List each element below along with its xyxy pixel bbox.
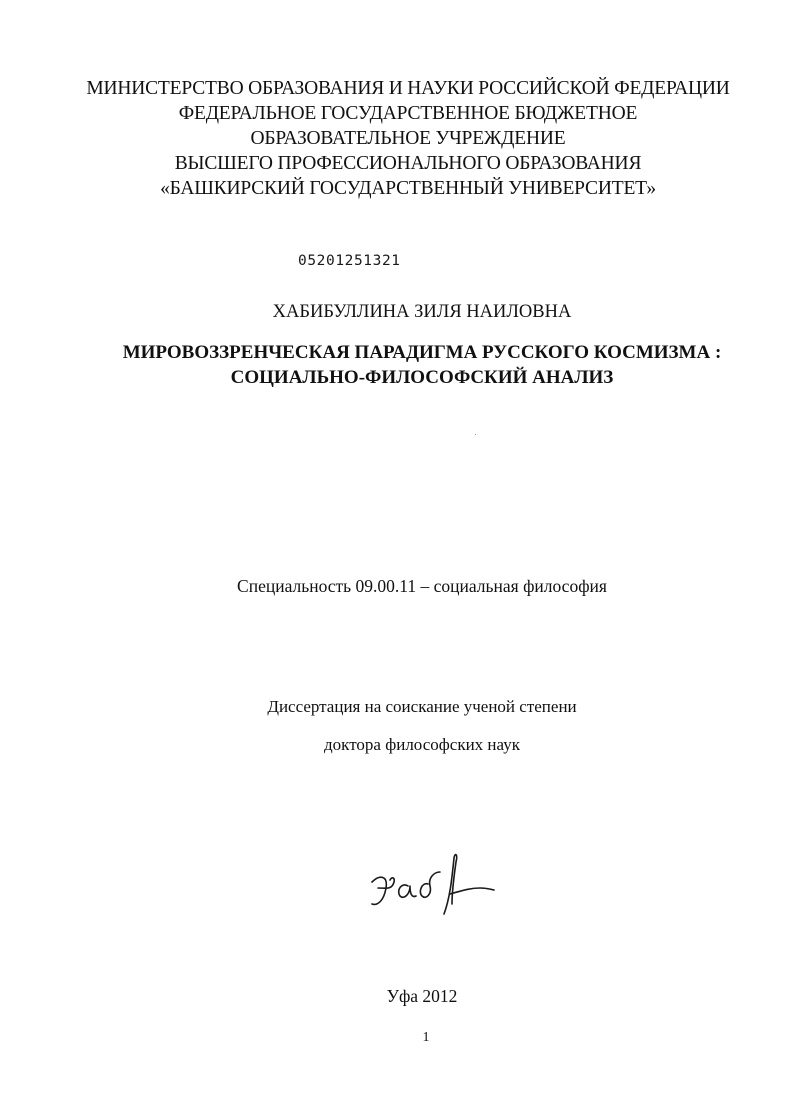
institution-header xyxy=(0,76,792,201)
registration-number: 05201251321 xyxy=(298,253,401,269)
header-line-ministry: МИНИСТЕРСТВО ОБРАЗОВАНИЯ И НАУКИ РОССИЙСКОЙ ФЕДЕРАЦИИ xyxy=(86,78,730,99)
header-line-institution-type: ОБРАЗОВАТЕЛЬНОЕ УЧРЕЖДЕНИЕ xyxy=(250,128,566,149)
dissertation-title xyxy=(0,340,792,390)
degree-statement xyxy=(0,688,792,764)
degree-line-2: доктора философских наук xyxy=(324,735,520,754)
header-line-university: «БАШКИРСКИЙ ГОСУДАРСТВЕННЫЙ УНИВЕРСИТЕТ» xyxy=(160,178,656,199)
degree-line-1: Диссертация на соискание ученой степени xyxy=(267,697,577,716)
header-line-education-level: ВЫСШЕГО ПРОФЕССИОНАЛЬНОГО ОБРАЗОВАНИЯ xyxy=(174,153,642,174)
handwritten-signature-icon xyxy=(368,848,498,928)
title-line-1: МИРОВОЗЗРЕНЧЕСКАЯ ПАРАДИГМА РУССКОГО КОСМИЗМА : xyxy=(122,342,722,363)
scan-speck xyxy=(475,434,476,435)
title-line-2: СОЦИАЛЬНО-ФИЛОСОФСКИЙ АНАЛИЗ xyxy=(230,367,614,388)
page-number: 1 xyxy=(422,1030,430,1045)
author-name: ХАБИБУЛЛИНА ЗИЛЯ НАИЛОВНА xyxy=(272,302,572,322)
specialty-line: Специальность 09.00.11 – социальная философия xyxy=(237,576,607,596)
place-and-year: Уфа 2012 xyxy=(386,986,458,1006)
header-line-federal: ФЕДЕРАЛЬНОЕ ГОСУДАРСТВЕННОЕ БЮДЖЕТНОЕ xyxy=(178,103,638,124)
